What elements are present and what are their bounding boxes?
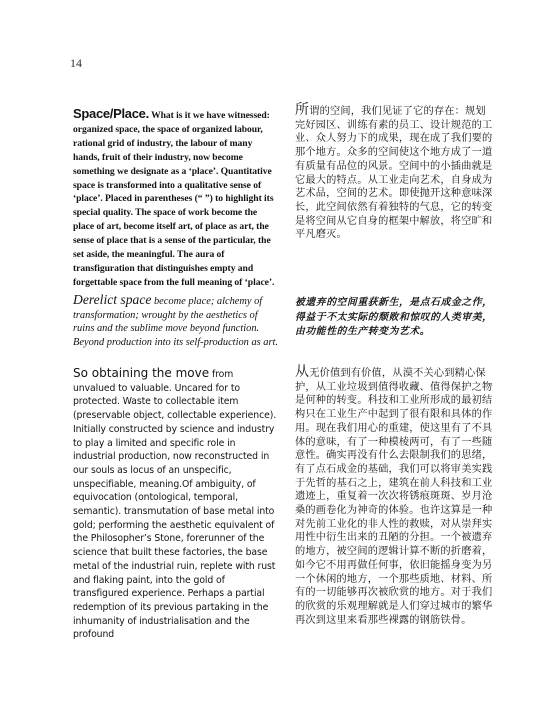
obtaining-move-paragraph-en	[73, 367, 278, 642]
derelict-space-paragraph-en	[73, 293, 278, 349]
derelict-space-heading: Derelict space	[73, 292, 152, 307]
obtaining-move-heading: So obtaining the move	[73, 366, 210, 380]
derelict-space-body-zh: 遗弃的空间重获新生，是点石成金之作，得益于不太实际的颓败和惊叹的人类审美，由功能性的生产转变为艺术。	[295, 297, 493, 337]
space-place-body-zh: 谓的空间，我们见证了它的存在：规划完好园区、训练有素的员工、设计规范的工业、众人努力下的成果，现在成了我们要的那个地方。众多的空间使这个地方成了一道有质量有品位的风景。空间中的小插曲就是它最大的特点。从工业走向艺术，自身成为艺术品，空间的艺术。即使抛开这种意味深长，此空间依然有着独特的气息，它的转变是将空间从它自身的框架中解放，将空旷和平凡磨灭。	[295, 106, 493, 241]
space-place-dropcap-zh: 所	[295, 102, 310, 118]
obtaining-move-body-zh: 无价值到有价值，从漠不关心到精心保护，从工业垃圾到值得收藏、值得保护之物是何种的转变。科技和工业所形成的最初结构只在工业生产中起到了很有限和具体的作用。现在我们用心的重建，使这里有了不具体的意味，有了一种模棱两可，有了一些随意性。确实再没有什么去限制我们的思绪，有了点石成金的基础，我们可以将审美实践于先哲的基石之上，建筑在前人科技和工业遗迹上，重复着一次次将锈痕斑斑、岁月沧桑的画卷化为神奇的体验。也许这算是一种对先前工业化的非人性的救赎，对从崇拜实用性中衍生出来的丑陋的分担。一个被遗弃的地方，被空间的逻辑计算不断的折磨着，如今它不用再做任何事，依旧能摇身变为另一个休闲的地方，一个那些质地、材料、所有的一切能够再次被欣赏的地方。对于我们的欣赏的乐观理解就是人们穿过城市的繁华再次到这里来看那些裸露的钢筋铁骨。	[295, 368, 493, 626]
space-place-paragraph-en	[73, 107, 278, 290]
page-number: 14	[70, 56, 82, 70]
space-place-body-en: What is it we have witnessed: organized space, the space of organized labour, rational grid of industry, the labour of many hands, fruit of their industry, now become something we designate as a ‘place’. Quantitative space is transformed into a qualitative sense of ‘place’. Placed in parentheses (“ ”) to highlight its special quality. The space of work become the place of art, become itself art, of place as art, the sense of place that is a sense of the particular, the set aside, the meaningful. The aura of transfiguration that distinguishes empty and forgettable space from the full meaning of ‘place’.	[73, 110, 275, 288]
derelict-space-dropcap-zh: 被	[295, 297, 306, 308]
space-place-heading: Space/Place.	[73, 106, 149, 121]
space-place-paragraph-zh	[295, 104, 495, 242]
obtaining-move-body-en: from unvalued to valuable. Uncared for to protected. Waste to collectable item (preservable object, collectable experience). Initially constructed by science and industry to play a limited and specific role in industrial production, now reconstructed in our souls as locus of an unspecific, unspecifiable, meaning.Of ambiguity, of equivocation (ontological, temporal, semantic). transmutation of base metal into gold; performing the aesthetic equivalent of the Philosopher’s Stone, forerunner of the science that built these factories, the base metal of the industrial ruin, replete with rust and flaking paint, into the gold of transfigured experience. Perhaps a partial redemption of its previous partaking in the inhumanity of industrialisation and the profound	[73, 369, 277, 641]
derelict-space-body-en: become place; alchemy of transformation; wrought by the aesthetics of ruins and the sublime move beyond function. Beyond production into its self-production as art.	[73, 296, 279, 348]
obtaining-move-paragraph-zh	[295, 366, 495, 627]
derelict-space-paragraph-zh	[295, 296, 495, 340]
obtaining-move-dropcap-zh: 从	[295, 364, 310, 380]
